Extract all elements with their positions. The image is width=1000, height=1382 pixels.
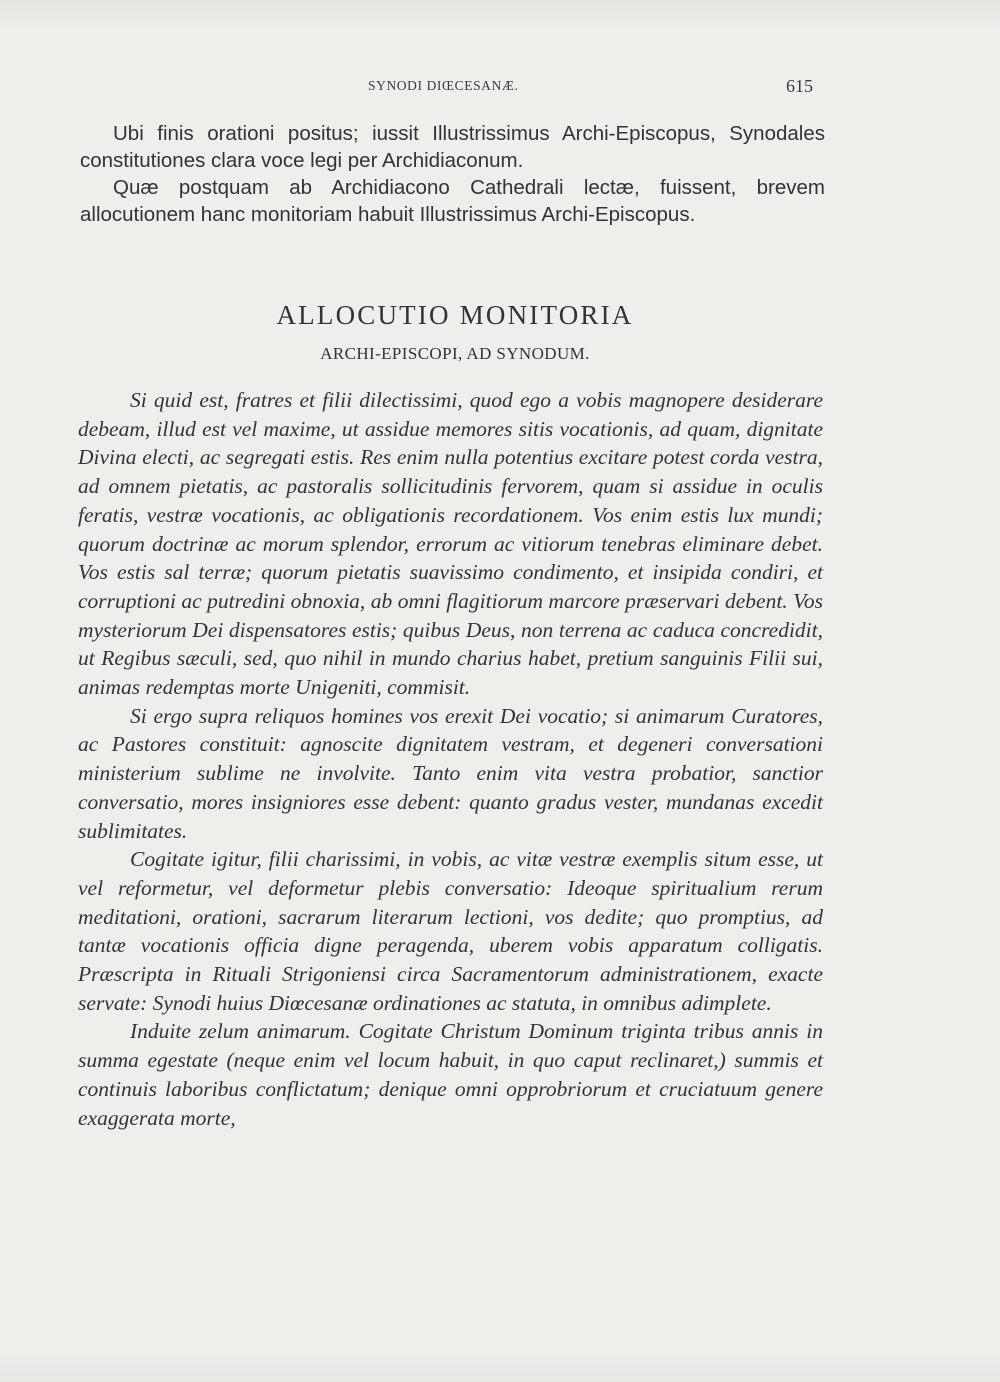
body-paragraph: Cogitate igitur, filii charissimi, in vobis, ac vitæ vestræ exemplis situm esse, ut vel reformetur, vel deformetur plebis conversatio: Ideoque spiritualium rerum meditationi, orationi, sacrarum literarum lectioni, vos dedite; quo promptius, ad tantæ vocationis officia digne peragenda, uberem vobis apparatum colligatis. Præscripta in Rituali Strigoniensi circa Sacramentorum administrationem, exacte servate: Synodi huius Diœcesanæ ordinationes ac statuta, in omnibus adimplete. xyxy=(78,847,823,1015)
body-paragraph: Si ergo supra reliquos homines vos erexit Dei vocatio; si animarum Curatores, ac Pastores constituit: agnoscite dignitatem vestram, et degeneri conversationi ministerium sublime ne involvite. Tanto enim vita vestra probatior, sanctior conversatio, mores insigniores esse debent: quanto gradus vester, mundanas excedit sublimitates. xyxy=(78,703,823,843)
heading-subtitle: ARCHI-EPISCOPI, AD SYNODUM. xyxy=(320,344,590,363)
running-title: SYNODI DIŒCESANÆ. xyxy=(368,78,519,93)
intro-paragraph: Ubi finis orationi positus; iussit Illustrissimus Archi-Episcopus, Synodales constitutiones clara voce legi per Archidiaconum. xyxy=(80,122,825,172)
allocution-text xyxy=(78,386,823,1132)
page-number: 615 xyxy=(786,76,813,96)
intro-paragraph: Quæ postquam ab Archidiacono Cathedrali lectæ, fuissent, brevem allocutionem hanc monitoriam habuit Illustrissimus Archi-Episcopus. xyxy=(80,176,825,226)
intro-text xyxy=(80,120,825,228)
heading-title: ALLOCUTIO MONITORIA xyxy=(276,300,634,330)
body-paragraph: Si quid est, fratres et filii dilectissimi, quod ego a vobis magnopere desiderare debeam, illud est vel maxime, ut assidue memores sitis vocationis, ad quam, dignitate Divina electi, ac segregati estis. Res enim nulla potentius excitare potest corda vestra, ad omnem pietatis, ac pastoralis sollicitudinis fervorem, quam si assidue in oculis feratis, vestræ vocationis, ac obligationis recordationem. Vos enim estis lux mundi; quorum doctrinæ ac morum splendor, errorum ac vitiorum tenebras eliminare debet. Vos estis sal terræ; quorum pietatis suavissimo condimento, et insipida condiri, et corruptioni ac putredini obnoxia, ab omni flagitiorum marcore præservari debent. Vos mysteriorum Dei dispensatores estis; quibus Deus, non terrena ac caduca concredidit, ut Regibus sæculi, sed, quo nihil in mundo charius habet, pretium sanguinis Filii sui, animas redemptas morte Unigeniti, commisit. xyxy=(78,388,823,700)
body-paragraph: Induite zelum animarum. Cogitate Christum Dominum triginta tribus annis in summa egestate (neque enim vel locum habuit, in quo caput reclinaret,) summis et continuis laboribus conflictatum; denique omni opprobriorum et cruciatuum genere exaggerata morte, xyxy=(78,1019,823,1130)
running-head xyxy=(0,78,1000,100)
